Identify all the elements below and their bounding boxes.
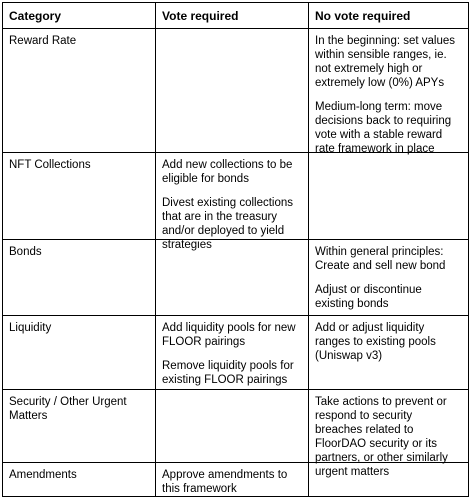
category-cell: Reward Rate — [3, 29, 156, 153]
no-vote-required-cell — [309, 390, 468, 478]
paragraph: Take actions to prevent or respond to security breaches related to FloorDAO security or its partners, or other similarly urgent matters — [315, 396, 448, 478]
paragraph: Divest existing collections that are in the treasury and/or deployed to yield strategies — [162, 197, 294, 251]
category-cell: NFT Collections — [3, 153, 156, 240]
paragraph: Add new collections to be eligible for bonds — [162, 159, 293, 185]
vote-required-cell — [156, 153, 309, 251]
header-vote-required: Vote required — [156, 3, 309, 28]
table-row-nft-collections — [3, 152, 468, 251]
vote-required-cell — [156, 240, 309, 316]
vote-required-cell — [156, 29, 309, 153]
paragraph: Within general principles: Create and sell new bond — [315, 246, 446, 272]
header-row — [3, 3, 468, 28]
paragraph: In the beginning: set values within sensible ranges, ie. not extremely high or extremely low (0%) APYs — [315, 35, 456, 89]
no-vote-required-cell — [309, 240, 468, 316]
category-cell: Liquidity — [3, 316, 156, 390]
no-vote-required-cell — [309, 316, 468, 390]
table-row-liquidity — [3, 315, 468, 390]
table-row-amendments — [3, 462, 468, 497]
paragraph: Add liquidity pools for new FLOOR pairings — [162, 322, 296, 348]
header-no-vote-required: No vote required — [315, 9, 411, 23]
category-cell: Security / Other Urgent Matters — [3, 390, 156, 463]
category-cell: Amendments — [3, 463, 156, 497]
no-vote-required-cell — [309, 463, 468, 497]
table-row-bonds — [3, 239, 468, 316]
governance-table — [2, 2, 469, 497]
no-vote-required-cell — [309, 153, 468, 240]
paragraph: Approve amendments to this framework — [162, 469, 288, 495]
paragraph: Remove liquidity pools for existing FLOOR pairings — [162, 360, 294, 386]
table-row-reward-rate — [3, 28, 468, 153]
paragraph: Add or adjust liquidity ranges to existing pools (Uniswap v3) — [315, 322, 436, 362]
category-cell: Bonds — [3, 240, 156, 316]
vote-required-cell — [156, 316, 309, 390]
no-vote-required-cell — [309, 29, 468, 153]
vote-required-cell — [156, 390, 309, 463]
paragraph: Medium-long term: move decisions back to requiring vote with a stable reward rate framework in place — [315, 101, 452, 155]
header-category: Category — [3, 3, 156, 28]
vote-required-cell — [156, 463, 309, 497]
paragraph: Adjust or discontinue existing bonds — [315, 284, 422, 310]
